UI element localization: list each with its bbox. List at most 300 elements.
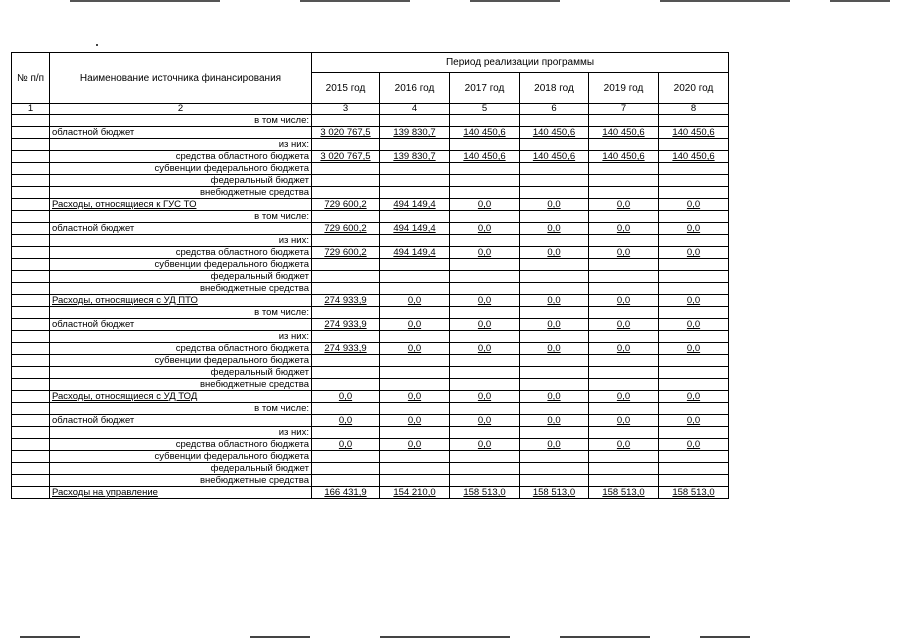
row-label: федеральный бюджет (50, 463, 312, 475)
table-row (12, 283, 729, 295)
value-text: 139 830,7 (393, 151, 436, 162)
value-cell (450, 139, 520, 151)
row-number-cell (12, 175, 50, 187)
value-cell (450, 295, 520, 307)
value-text: 0,0 (616, 295, 631, 306)
header-row-1 (12, 53, 729, 73)
table-row (12, 391, 729, 403)
period-header: Период реализации программы (312, 53, 729, 73)
year-header: 2018 год (520, 73, 589, 104)
value-cell (380, 343, 450, 355)
row-label: субвенции федерального бюджета (50, 259, 312, 271)
value-text: 158 513,0 (463, 487, 506, 498)
value-cell (450, 391, 520, 403)
value-cell (589, 487, 659, 499)
value-text: 0,0 (616, 247, 631, 258)
row-label: Расходы, относящиеся к ГУС ТО (50, 199, 312, 211)
value-text: 140 450,6 (672, 127, 715, 138)
value-cell (520, 271, 589, 283)
row-number-cell (12, 367, 50, 379)
value-cell (380, 127, 450, 139)
row-label: Расходы на управление (50, 487, 312, 499)
value-cell (380, 475, 450, 487)
table-row (12, 319, 729, 331)
table-row (12, 475, 729, 487)
value-cell (312, 223, 380, 235)
value-text: 140 450,6 (532, 151, 576, 162)
value-cell (589, 379, 659, 391)
value-text: 0,0 (477, 295, 492, 306)
value-text: 0,0 (686, 391, 701, 402)
value-cell (312, 235, 380, 247)
value-cell (520, 487, 589, 499)
row-number-cell (12, 391, 50, 403)
row-number-cell (12, 271, 50, 283)
value-text: 0,0 (547, 439, 561, 450)
value-cell (589, 271, 659, 283)
column-number: 1 (12, 104, 50, 115)
row-label: средства областного бюджета (50, 151, 312, 163)
value-text: 0,0 (338, 439, 353, 450)
row-number-cell (12, 355, 50, 367)
value-cell (589, 175, 659, 187)
row-label: федеральный бюджет (50, 175, 312, 187)
row-number-cell (12, 199, 50, 211)
value-cell (589, 367, 659, 379)
row-label: Расходы, относящиеся с УД ТОД (50, 391, 312, 403)
table-row (12, 175, 729, 187)
value-cell (380, 451, 450, 463)
value-cell (450, 187, 520, 199)
value-cell (589, 187, 659, 199)
value-cell (450, 163, 520, 175)
value-cell (450, 355, 520, 367)
value-cell (312, 379, 380, 391)
value-cell (380, 319, 450, 331)
value-cell (312, 415, 380, 427)
value-cell (520, 367, 589, 379)
value-cell (312, 367, 380, 379)
value-cell (659, 475, 729, 487)
value-cell (450, 319, 520, 331)
value-cell (589, 199, 659, 211)
value-cell (520, 139, 589, 151)
row-label: субвенции федерального бюджета (50, 451, 312, 463)
row-number-cell (12, 439, 50, 451)
value-cell (589, 403, 659, 415)
value-cell (312, 463, 380, 475)
value-cell (380, 427, 450, 439)
value-cell (659, 223, 729, 235)
value-cell (450, 427, 520, 439)
value-cell (312, 319, 380, 331)
value-cell (520, 235, 589, 247)
value-text: 0,0 (547, 199, 561, 210)
table-row (12, 127, 729, 139)
table-row (12, 235, 729, 247)
value-cell (659, 367, 729, 379)
value-text: 0,0 (686, 415, 701, 426)
value-cell (520, 379, 589, 391)
row-number-cell (12, 139, 50, 151)
value-cell (659, 343, 729, 355)
value-text: 158 513,0 (672, 487, 715, 498)
value-cell (520, 223, 589, 235)
scan-speck (96, 44, 98, 46)
value-text: 0,0 (547, 319, 561, 330)
value-cell (589, 115, 659, 127)
value-cell (659, 259, 729, 271)
row-label: внебюджетные средства (50, 187, 312, 199)
value-text: 140 450,6 (463, 151, 506, 162)
year-header: 2015 год (312, 73, 380, 104)
value-cell (659, 319, 729, 331)
value-cell (380, 175, 450, 187)
year-header: 2020 год (659, 73, 729, 104)
table-row (12, 403, 729, 415)
value-cell (380, 367, 450, 379)
value-text: 0,0 (547, 343, 561, 354)
value-cell (380, 163, 450, 175)
value-text: 140 450,6 (532, 127, 576, 138)
value-text: 3 020 767,5 (320, 151, 371, 162)
row-label: Расходы, относящиеся с УД ПТО (50, 295, 312, 307)
value-cell (450, 403, 520, 415)
row-number-cell (12, 331, 50, 343)
value-cell (450, 451, 520, 463)
value-cell (380, 463, 450, 475)
value-cell (659, 427, 729, 439)
value-cell (659, 115, 729, 127)
value-cell (380, 379, 450, 391)
value-cell (380, 271, 450, 283)
value-cell (659, 247, 729, 259)
value-text: 0,0 (616, 439, 631, 450)
value-cell (312, 283, 380, 295)
value-cell (380, 151, 450, 163)
num-column-header: № п/п (12, 53, 50, 104)
column-number: 2 (50, 104, 312, 115)
row-label: в том числе: (50, 211, 312, 223)
table-row (12, 355, 729, 367)
value-cell (520, 475, 589, 487)
value-cell (659, 307, 729, 319)
value-text: 0,0 (686, 343, 701, 354)
value-cell (450, 175, 520, 187)
value-cell (589, 355, 659, 367)
row-number-cell (12, 343, 50, 355)
value-text: 0,0 (616, 391, 631, 402)
value-cell (312, 151, 380, 163)
value-cell (380, 139, 450, 151)
value-cell (312, 187, 380, 199)
value-text: 0,0 (477, 199, 492, 210)
value-cell (520, 175, 589, 187)
row-number-cell (12, 451, 50, 463)
year-header: 2017 год (450, 73, 520, 104)
value-cell (380, 235, 450, 247)
row-number-cell (12, 295, 50, 307)
scan-edge-top (0, 0, 905, 2)
value-cell (450, 283, 520, 295)
value-cell (312, 343, 380, 355)
table-row (12, 199, 729, 211)
value-text: 158 513,0 (532, 487, 576, 498)
row-label: в том числе: (50, 403, 312, 415)
value-text: 0,0 (407, 295, 422, 306)
value-cell (450, 151, 520, 163)
value-cell (380, 187, 450, 199)
value-cell (520, 283, 589, 295)
table-row (12, 427, 729, 439)
row-label: внебюджетные средства (50, 283, 312, 295)
value-cell (380, 115, 450, 127)
column-number: 7 (589, 104, 659, 115)
value-cell (380, 199, 450, 211)
row-number-cell (12, 415, 50, 427)
row-label: средства областного бюджета (50, 439, 312, 451)
value-cell (450, 127, 520, 139)
row-label: внебюджетные средства (50, 379, 312, 391)
year-header: 2019 год (589, 73, 659, 104)
value-text: 274 933,9 (324, 319, 367, 330)
value-cell (520, 259, 589, 271)
value-cell (589, 451, 659, 463)
value-cell (520, 463, 589, 475)
value-text: 0,0 (338, 415, 353, 426)
value-cell (312, 211, 380, 223)
value-cell (312, 295, 380, 307)
value-cell (589, 211, 659, 223)
value-cell (659, 199, 729, 211)
value-cell (450, 379, 520, 391)
scan-edge-bottom (0, 636, 905, 638)
value-cell (312, 331, 380, 343)
value-cell (520, 391, 589, 403)
row-label: из них: (50, 139, 312, 151)
value-text: 0,0 (686, 199, 701, 210)
value-cell (450, 343, 520, 355)
value-text: 274 933,9 (324, 343, 367, 354)
row-number-cell (12, 487, 50, 499)
value-cell (450, 247, 520, 259)
value-cell (589, 319, 659, 331)
value-cell (312, 271, 380, 283)
row-number-cell (12, 187, 50, 199)
value-cell (520, 115, 589, 127)
value-cell (520, 127, 589, 139)
value-text: 0,0 (407, 439, 422, 450)
table-row (12, 247, 729, 259)
value-cell (520, 163, 589, 175)
value-text: 0,0 (686, 247, 701, 258)
table-row (12, 259, 729, 271)
table-row (12, 139, 729, 151)
value-text: 0,0 (616, 319, 631, 330)
value-cell (520, 319, 589, 331)
value-cell (312, 451, 380, 463)
value-cell (312, 391, 380, 403)
value-cell (450, 475, 520, 487)
value-cell (589, 247, 659, 259)
table-row (12, 463, 729, 475)
table-row (12, 211, 729, 223)
column-number: 8 (659, 104, 729, 115)
value-cell (659, 355, 729, 367)
row-number-cell (12, 235, 50, 247)
row-label: субвенции федерального бюджета (50, 355, 312, 367)
value-cell (312, 439, 380, 451)
value-text: 0,0 (477, 223, 492, 234)
value-cell (520, 151, 589, 163)
value-cell (659, 391, 729, 403)
value-cell (520, 187, 589, 199)
table-body (12, 115, 729, 499)
value-text: 3 020 767,5 (320, 127, 371, 138)
value-cell (312, 175, 380, 187)
value-text: 729 600,2 (324, 247, 367, 258)
value-cell (659, 379, 729, 391)
column-number: 5 (450, 104, 520, 115)
value-cell (380, 283, 450, 295)
table-row (12, 367, 729, 379)
value-cell (520, 343, 589, 355)
value-text: 0,0 (616, 223, 631, 234)
value-cell (450, 223, 520, 235)
value-text: 166 431,9 (324, 487, 367, 498)
row-number-cell (12, 115, 50, 127)
row-label: из них: (50, 235, 312, 247)
value-text: 0,0 (686, 295, 701, 306)
value-text: 0,0 (407, 319, 422, 330)
value-text: 0,0 (547, 415, 561, 426)
table-row (12, 439, 729, 451)
value-cell (312, 307, 380, 319)
row-number-cell (12, 259, 50, 271)
value-cell (520, 439, 589, 451)
value-cell (380, 487, 450, 499)
value-cell (659, 463, 729, 475)
table-row (12, 487, 729, 499)
value-cell (312, 247, 380, 259)
value-cell (450, 211, 520, 223)
value-cell (520, 355, 589, 367)
value-text: 158 513,0 (602, 487, 645, 498)
value-cell (312, 475, 380, 487)
value-text: 0,0 (616, 343, 631, 354)
value-cell (659, 283, 729, 295)
value-cell (380, 247, 450, 259)
value-cell (380, 223, 450, 235)
row-label: в том числе: (50, 115, 312, 127)
value-text: 0,0 (477, 247, 492, 258)
value-text: 139 830,7 (393, 127, 436, 138)
row-label: средства областного бюджета (50, 343, 312, 355)
table-row (12, 379, 729, 391)
value-text: 0,0 (547, 391, 561, 402)
value-cell (589, 307, 659, 319)
table-row (12, 343, 729, 355)
value-cell (659, 187, 729, 199)
row-label: внебюджетные средства (50, 475, 312, 487)
column-number: 4 (380, 104, 450, 115)
value-cell (659, 415, 729, 427)
value-text: 494 149,4 (393, 223, 436, 234)
value-cell (312, 355, 380, 367)
value-cell (312, 199, 380, 211)
row-label: федеральный бюджет (50, 367, 312, 379)
value-cell (589, 475, 659, 487)
value-cell (312, 259, 380, 271)
value-cell (589, 343, 659, 355)
value-cell (659, 271, 729, 283)
row-number-cell (12, 247, 50, 259)
value-text: 0,0 (616, 415, 631, 426)
value-text: 0,0 (477, 439, 492, 450)
value-cell (312, 487, 380, 499)
value-cell (380, 259, 450, 271)
value-cell (589, 283, 659, 295)
value-cell (589, 259, 659, 271)
value-cell (589, 235, 659, 247)
column-number: 6 (520, 104, 589, 115)
value-text: 140 450,6 (672, 151, 715, 162)
value-cell (450, 367, 520, 379)
value-cell (589, 163, 659, 175)
value-text: 0,0 (547, 223, 561, 234)
row-label: областной бюджет (50, 127, 312, 139)
value-cell (589, 391, 659, 403)
row-number-cell (12, 151, 50, 163)
table-row (12, 307, 729, 319)
value-cell (380, 211, 450, 223)
value-cell (589, 151, 659, 163)
row-label: областной бюджет (50, 223, 312, 235)
value-cell (589, 127, 659, 139)
value-cell (520, 211, 589, 223)
column-number-row (12, 104, 729, 115)
value-cell (520, 403, 589, 415)
value-cell (659, 331, 729, 343)
value-cell (659, 163, 729, 175)
table-row (12, 295, 729, 307)
value-cell (450, 487, 520, 499)
row-label: из них: (50, 427, 312, 439)
row-label: федеральный бюджет (50, 271, 312, 283)
row-number-cell (12, 223, 50, 235)
row-label: средства областного бюджета (50, 247, 312, 259)
name-column-header: Наименование источника финансирования (50, 53, 312, 104)
row-number-cell (12, 475, 50, 487)
value-text: 140 450,6 (602, 127, 645, 138)
value-cell (450, 271, 520, 283)
value-cell (589, 463, 659, 475)
value-cell (312, 139, 380, 151)
value-cell (659, 139, 729, 151)
value-text: 0,0 (547, 295, 561, 306)
value-cell (520, 427, 589, 439)
value-text: 140 450,6 (463, 127, 506, 138)
value-cell (659, 235, 729, 247)
value-text: 0,0 (477, 415, 492, 426)
value-cell (520, 247, 589, 259)
row-number-cell (12, 283, 50, 295)
value-text: 140 450,6 (602, 151, 645, 162)
column-number: 3 (312, 104, 380, 115)
value-cell (380, 295, 450, 307)
value-cell (380, 307, 450, 319)
value-text: 0,0 (407, 415, 422, 426)
